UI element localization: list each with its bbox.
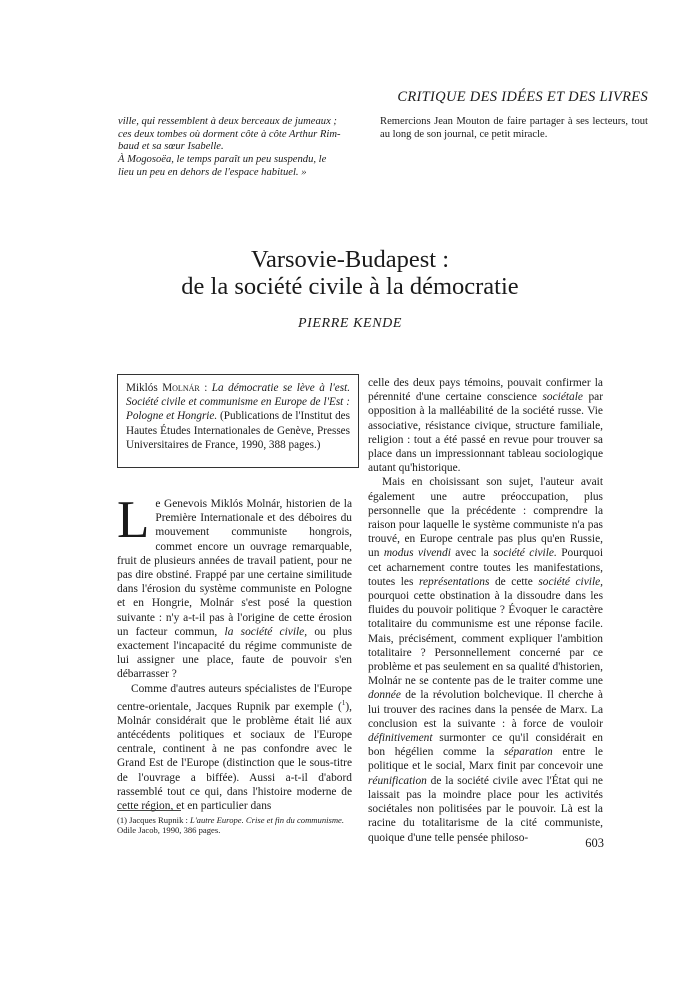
footnote-publisher: Odile Jacob, 1990, 386 pages. [117,825,221,836]
text-run: ), Molnár considérait que le problème était lié aux antécédents politiques et sociaux de l'Europe centrale, continent à ne pas confondre avec le Grand Est de l'Europe (distinction que le sous-titre de l'ouvrage a biffée). Aussi a-t-il d'abord rassemblé tout ce qui, dans l'histoire moderne de cette région, et en particulier dans [117,700,352,813]
paragraph [117,682,352,814]
previous-article-quote [118,116,346,180]
text-run: e Genevois Miklós Molnár, historien de la Première Internationale et des déboires du mouvement communiste hongrois, commet encore un ouvrage remarquable, fruit de plusieurs années de travail patient, pour ne pas dire obstiné. Frappé par une certaine similitude dans l'érosion du système communiste en Pologne et en Hongrie, Molnár s'est posé la question suivante : n'y a-t-il pas à l'origine de cette érosion un facteur commun, [117,498,352,638]
paragraph [368,475,603,844]
footnote [117,815,345,836]
page-number: 603 [585,836,604,850]
text-run-italic: modus vivendi [383,547,451,560]
quote-line: ces deux tombes où dorment côte à côte Arthur Rim- [118,128,341,140]
text-run-italic: représentations [418,575,490,588]
ref-author-last: Molnár [162,382,200,394]
ref-book-title: La démocratie se lève à l'est. Société civile et communisme en Europe de l'Est : Pologne et Hongrie. [126,382,350,423]
text-run-italic: définitivement [368,732,433,745]
ref-publication: (Publications de l'Institut des Hautes Études Internationales de Genève, Presses Universitaires de France, 1990, 388 pages.) [126,410,350,451]
text-run: avec la [450,547,494,560]
text-run: Mais en choisissant son sujet, l'auteur avait également une autre préoccupation, plus personnelle que la précédente : comprendre la raison pour laquelle le système communiste n'a pas trouvé, en Europe centrale pas plus qu'en Russie, un [368,476,603,560]
text-run-italic: réunification [368,774,427,787]
text-run: Comme d'autres auteurs spécialistes de l'Europe centre-orientale, Jacques Rupnik par exemple ( [117,682,352,713]
paragraph [117,491,352,682]
running-header: CRITIQUE DES IDÉES ET DES LIVRES [397,89,648,105]
footnote-title: L'autre Europe. Crise et fin du communisme. [190,815,345,825]
text-run-italic: société civile, [538,575,604,588]
footnote-divider [117,810,181,811]
text-run-italic: séparation [503,746,553,759]
text-run: surmonter ce qu'il considérait en bon hégélien comme la [368,732,603,759]
quote-line: lieu un peu en dehors de l'espace habituel. » [118,166,307,178]
footnote-ref: 1 [341,698,346,707]
body-column-left [117,491,352,813]
text-run: de cette [489,575,539,588]
title-line-1: Varsovie-Budapest : [251,246,449,273]
text-run: entre le politique et le social, Marx finit par concevoir une [368,746,603,773]
text-run: ou plus exactement l'incapacité du régime communiste de lui assigner une place, faute de pouvoir s'en débarrasser ? [117,625,352,681]
quote-line: À Mogosoëa, le temps paraît un peu suspendu, le [118,154,327,166]
text-run: par opposition à la malléabilité de la société russe. Vie associative, résistance civique, structure familiale, religion : tout a été passé en revue pour trouver sa place dans un impressionnant tableau sociologique autant qu'historique. [368,391,603,475]
text-run-italic: la société civile, [224,625,308,638]
footnote-number: (1) [117,815,128,825]
text-run: Pourquoi cet acharnement contre toutes les manifestations, toutes les [368,547,603,588]
article-title [100,246,600,300]
ref-author-first: Miklós [126,382,158,394]
paragraph [368,376,603,475]
body-column-right [368,376,603,845]
text-run-italic: donnée [368,689,401,702]
text-run-italic: sociétale [542,391,583,404]
ref-separator: : [199,382,212,394]
text-run: de la société civile avec l'État qui ne laissait pas la moindre place pour les activités sociétales non politisées par le pouvoir. Là est la racine du totalitarisme de la cité communiste, quoique d'une telle pensée philoso- [368,774,603,844]
drop-cap: L [117,491,150,549]
text-run-italic: société civile. [493,547,557,560]
title-line-2: de la société civile à la démocratie [181,273,519,300]
book-reference-box [117,374,359,468]
previous-article-closing: Remercions Jean Mouton de faire partager à ses lecteurs, tout au long de son journal, ce petit miracle. [380,116,648,140]
quote-line: ville, qui ressemblent à deux berceaux de jumeaux ; [118,116,337,127]
text-run: de la révolution bolchevique. Il cherche à lui trouver des racines dans la pensée de Marx. La conclusion est la suivante : à force de vouloir [368,689,603,730]
quote-line: baud et sa sœur Isabelle. [118,141,224,153]
article-author: PIERRE KENDE [297,316,402,331]
text-run: pourquoi cette obstination à la dissoudre dans les fluides du pouvoir politique ? Évoquer le caractère totalitaire du communisme est une réponse facile. Mais, précisément, comment expliquer l'ambition totalitaire ? Personnellement concerné par ce problème et pas seulement en sa qualité d'historien, Molnár ne se contente pas de le traiter comme une [368,590,603,688]
footnote-author: Jacques Rupnik : [127,815,191,825]
text-run: celle des deux pays témoins, pouvait confirmer la pérennité d'une certaine conscience [368,377,603,404]
